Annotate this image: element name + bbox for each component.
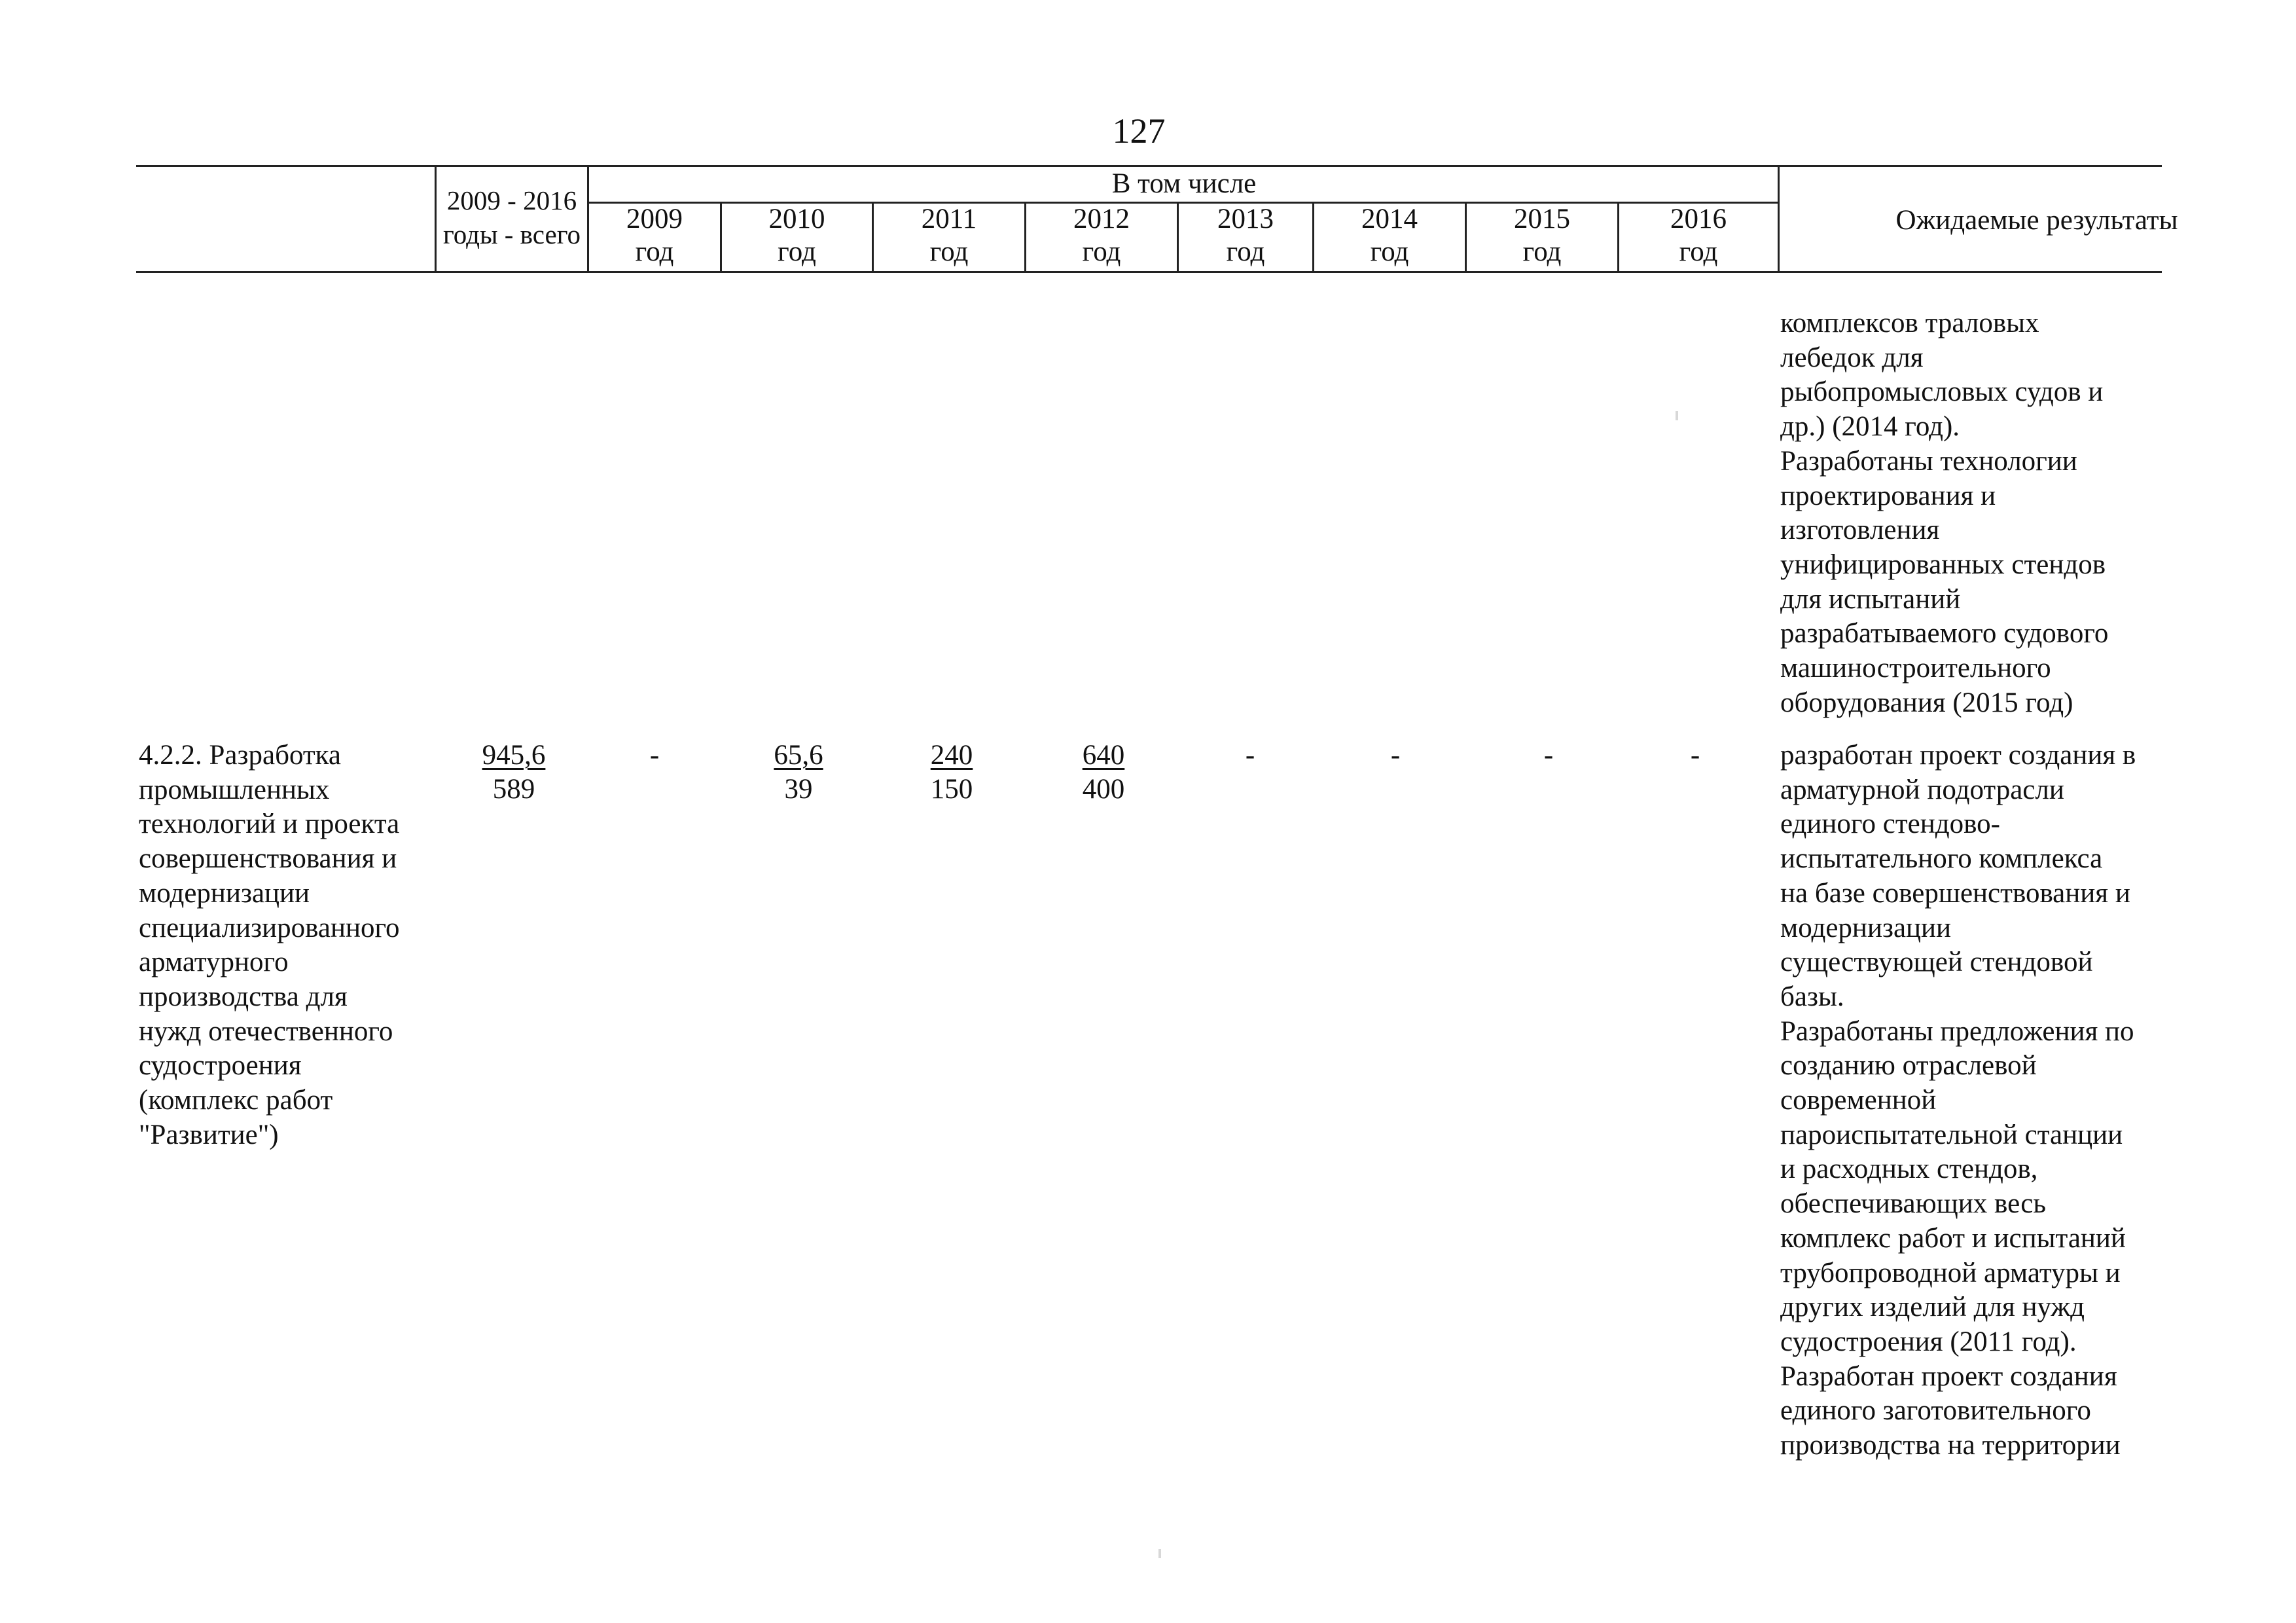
text-line: рыбопромысловых судов и — [1780, 376, 2104, 408]
year-header-2015 — [1467, 203, 1617, 268]
text-line: разработан проект создания в — [1780, 740, 2136, 771]
year-value-2009 — [602, 739, 707, 773]
text-line: др.) (2014 год). — [1780, 411, 1960, 443]
text-line: машиностроительного — [1780, 653, 2051, 684]
year-value-2012 — [1051, 739, 1156, 807]
scan-mark — [1158, 1549, 1161, 1558]
year-header-2016 — [1619, 203, 1778, 268]
year-suffix: год — [778, 236, 816, 267]
year-header-2009 — [589, 203, 720, 268]
text-line: модернизации — [1780, 912, 1952, 943]
text-line: обеспечивающих весь — [1780, 1188, 2046, 1220]
header-top-rule — [136, 165, 2162, 167]
year-value-top: 640 — [1082, 740, 1125, 771]
year-label: 2014 — [1361, 204, 1418, 234]
text-line: оборудования (2015 год) — [1780, 687, 2073, 718]
text-line: испытательного комплекса — [1780, 843, 2103, 875]
text-line: производства на территории — [1780, 1430, 2121, 1461]
year-suffix: год — [1082, 236, 1121, 267]
year-suffix: год — [635, 236, 674, 267]
text-line: Разработан проект создания — [1780, 1360, 2117, 1392]
text-line: Разработаны технологии — [1780, 445, 2077, 477]
year-value-top: 240 — [930, 740, 973, 771]
text-line: унифицированных стендов — [1780, 549, 2106, 580]
year-value-top: - — [1543, 740, 1554, 771]
text-line: проектирования и — [1780, 480, 1996, 511]
text-line: существующей стендовой — [1780, 947, 2093, 978]
scan-mark — [1676, 411, 1678, 420]
text-line: изготовления — [1780, 515, 1940, 546]
text-line: пароиспытательной станции — [1780, 1119, 2123, 1150]
text-line: судостроения (2011 год). — [1780, 1326, 2077, 1357]
year-header-2013 — [1179, 203, 1312, 268]
year-value-2010 — [746, 739, 851, 807]
year-value-2013 — [1198, 739, 1302, 773]
year-value-2015 — [1496, 739, 1601, 773]
row-results — [1780, 739, 2296, 1463]
page-number: 127 — [1112, 111, 1166, 151]
year-label: 2015 — [1514, 204, 1570, 234]
year-suffix: год — [1679, 236, 1718, 267]
year-value-top: 65,6 — [774, 740, 823, 771]
year-value-2016 — [1643, 739, 1748, 773]
total-column-header — [437, 183, 587, 251]
text-line: созданию отраслевой — [1780, 1050, 2037, 1082]
text-line: арматурной подотрасли — [1780, 774, 2064, 805]
year-value-bottom: 400 — [1082, 774, 1125, 805]
header-bottom-rule — [136, 271, 2162, 273]
year-label: 2009 — [626, 204, 683, 234]
text-line: Разработаны предложения по — [1780, 1015, 2134, 1047]
year-value-bottom: 39 — [784, 774, 813, 805]
text-line: разрабатываемого судового — [1780, 618, 2109, 649]
text-line: и расходных стендов, — [1780, 1154, 2038, 1185]
text-line: базы. — [1780, 981, 1844, 1012]
year-value-bottom: 150 — [930, 774, 973, 805]
group-header: В том числе — [1111, 168, 1257, 199]
year-header-2010 — [722, 203, 872, 268]
total-value-bottom: 589 — [492, 774, 535, 805]
total-value-top: 945,6 — [482, 740, 546, 771]
year-header-2012 — [1026, 203, 1177, 268]
year-suffix: год — [1226, 236, 1265, 267]
year-suffix: год — [1370, 236, 1409, 267]
year-suffix: год — [929, 236, 969, 267]
year-value-2014 — [1343, 739, 1448, 773]
year-header-2014 — [1314, 203, 1465, 268]
text-line: комплексов траловых — [1780, 308, 2039, 338]
total-header-line2: годы - всего — [443, 219, 581, 249]
year-value-2011 — [899, 739, 1004, 807]
total-header-line1: 2009 - 2016 — [446, 185, 577, 215]
text-line: лебедок для — [1780, 342, 1924, 373]
row-total — [461, 739, 566, 807]
year-value-top: - — [1690, 740, 1700, 771]
text-line: единого заготовительного — [1780, 1395, 2091, 1427]
text-line: комплекс работ и испытаний — [1780, 1222, 2126, 1254]
text-line: единого стендово- — [1780, 809, 2000, 840]
year-label: 2012 — [1073, 204, 1130, 234]
year-value-top: - — [1390, 740, 1401, 771]
text-line: для испытаний — [1780, 583, 1961, 615]
text-line: современной — [1780, 1085, 1937, 1116]
year-suffix: год — [1522, 236, 1562, 267]
year-label: 2016 — [1670, 204, 1727, 234]
year-value-top: - — [1245, 740, 1255, 771]
text-line: на базе совершенствования и — [1780, 877, 2130, 909]
year-label: 2013 — [1217, 204, 1274, 234]
year-label: 2010 — [768, 204, 825, 234]
year-value-top: - — [649, 740, 660, 771]
year-header-2011 — [874, 203, 1024, 268]
row-task-label: 4.2.2. Разработка промышленных технологий и проекта совершенствования и модернизации специализированного арматурного производства для нужд отечественного судостроения (комплекс работ "Развитие") — [139, 740, 400, 1150]
results-column-header: Ожидаемые результаты — [1895, 205, 2178, 236]
text-line: других изделий для нужд — [1780, 1292, 2085, 1323]
year-label: 2011 — [921, 204, 977, 234]
continued-results — [1780, 306, 2296, 720]
text-line: трубопроводной арматуры и — [1780, 1257, 2121, 1288]
